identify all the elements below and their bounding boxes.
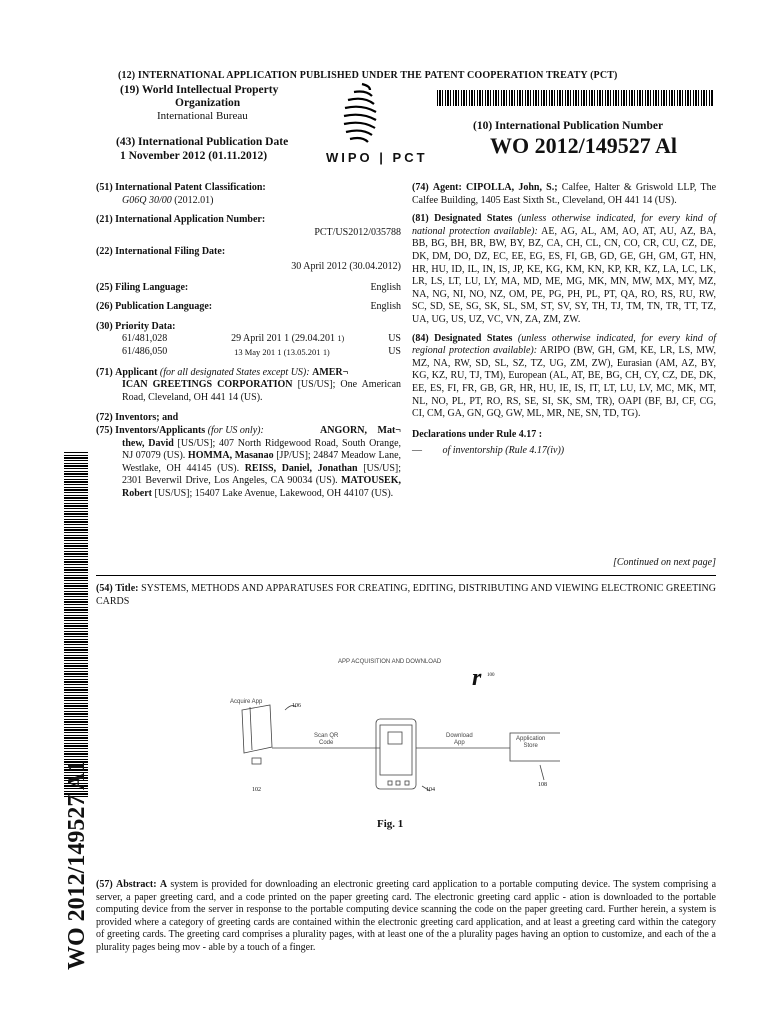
figure-ref-104: 104 (426, 787, 435, 793)
filing-lang-label: (25) Filing Language: (96, 281, 189, 293)
priority-list (96, 333, 401, 359)
ds84-code: (84) (412, 332, 429, 344)
declaration-text: of inventorship (Rule 4.17(iv)) (442, 445, 565, 457)
abstract-label: Abstract: (115, 879, 157, 890)
inventor-address: [JP/US]; 24847 Meadow Lane, Westlake, OH 44145 (US). (122, 450, 402, 474)
figure-ref-102: 102 (252, 787, 261, 793)
figure-scan-line1: Scan QR (314, 733, 339, 739)
pub-lang: English (370, 301, 401, 313)
ds84-block (412, 333, 716, 421)
ds81-list: AE, AG, AL, AM, AO, AT, AU, AZ, BA, BB, BG, BH, BR, BW, BY, BZ, CA, CH, CL, CN, CO, CR, CU, CZ, DE, DK, DM, DO, DZ, EC, EE, EG, ES, FI, GB, GD, GE, GH, GM, GT, HN, HR, HU, ID, IL, IN, IS, JP, KE, KG, KM, KN, KP, KR, KZ, LA, LC, LK, LR, LS, LT, LU, LY, MA, MD, ME, MG, MK, MN, MW, MX, MY, MZ, NA, NG, NI, NO, NZ, OM, PE, PG, PH, PL, PT, QA, RO, RS, RU, RW, SC, SD, SE, SG, SK, SL, SM, ST, SV, SY, TH, TJ, TM, TN, TR, TT, TZ, UA, UG, US, UZ, VC, VN, ZA, ZM, ZW. (412, 225, 716, 325)
ipc-label: (51) International Patent Classification: (96, 182, 266, 193)
priority-label: (30) Priority Data: (96, 320, 176, 332)
right-column (412, 182, 716, 458)
pub-date-label: (43) International Publication Date (116, 136, 289, 148)
app-num-label: (21) International Application Number: (96, 214, 266, 226)
priority-date-suffix: 1) (323, 347, 330, 357)
priority-date-text: 13 May 201 1 (13.05.201 (234, 346, 321, 357)
abstract-text: system is provided for downloading an electronic greeting card application to a portable computing device. The system comprising a server, a paper greeting card, and a code printed on the paper greeting card. The electronic greeting card applic - ation is downloaded to the portable computing device from the server in response to the portable computing device scanning the code on the paper greeting card. Further herein, a system is provided where a category of greeting cards are contained within the electronic greeting card application, and at least a greeting card within the category of greeting cards. The greeting card comprises a plurality pages, with at least one of the a plurality pages having an option to customize, and each of the a plurality pages being mov - able by a touch of a finger. (96, 879, 717, 953)
figure-store-line2: Store (523, 743, 538, 749)
inventors-label: (72) Inventors; and (96, 412, 179, 424)
figure-ref-main: 100 (487, 673, 495, 678)
figure-download-line1: Download (446, 733, 473, 739)
bureau: International Bureau (157, 110, 248, 122)
wipo-logo-text: WIPO | PCT (326, 150, 428, 165)
figure-acquire-label: Acquire App (230, 699, 263, 705)
figure-store-label (516, 736, 545, 750)
applicant-name1: AMER¬ (312, 366, 349, 378)
abstract-lead: A (159, 879, 168, 890)
applicant-address: [US/US]; One American Road, Cleveland, OH 441 14 (US). (122, 379, 402, 403)
agent-block (412, 182, 716, 207)
priority-date (231, 333, 371, 346)
ipc-year: (2012.01) (174, 194, 214, 206)
inventor-name: HOMMA, Masanao (187, 450, 274, 462)
figure-ref-108: 108 (538, 782, 547, 788)
figure-download-label (446, 733, 473, 747)
figure-scan-label (314, 733, 338, 747)
org-line1: (19) World Intellectual Property (120, 84, 279, 96)
agent-code: (74) (412, 182, 429, 193)
priority-date (228, 346, 374, 360)
treaty-header: (12) INTERNATIONAL APPLICATION PUBLISHED UNDER THE PATENT COOPERATION TREATY (PCT) (118, 70, 618, 81)
ipc-value: G06Q 30/00 (122, 194, 172, 206)
ipc-row (96, 195, 401, 208)
filing-lang-row (96, 282, 401, 295)
ds84-note: (unless otherwise indicated, for every kind of regional protection available): (412, 332, 717, 357)
applicant-label: Applicant (115, 366, 158, 378)
inventor-address: [US/US]; 2301 Beverwil Drive, Los Angeles, CA 90034 (US). (122, 462, 402, 487)
applicant-note: (for all designated States except US): (159, 366, 310, 378)
pub-lang-row (96, 301, 401, 314)
pub-date: 1 November 2012 (01.11.2012) (120, 150, 268, 162)
abstract-block (96, 879, 716, 955)
ds84-list: ARIPO (BW, GH, GM, KE, LR, LS, MW, MZ, NA, RW, SD, SL, SZ, TZ, UG, ZM, ZW), Eurasian (AM, AZ, BY, KG, KZ, RU, TJ, TM), European (AL, AT, BE, BG, CH, CY, CZ, DE, DK, EE, ES, FI, FR, GB, GR, HR, HU, IE, IS, IT, LT, LU, LV, MC, MK, MT, NL, NO, PL, PT, RO, RS, SE, SI, SK, SM, TR), OAPI (BF, BJ, CF, CG, CI, CM, GA, GN, GQ, GW, ML, MR, NE, SN, TD, TG). (412, 345, 717, 420)
agent-label: Agent: (432, 182, 462, 193)
applicant-block (96, 367, 401, 405)
figure-header: APP ACQUISITION AND DOWNLOAD (338, 659, 442, 665)
figure-download-line2: App (454, 740, 465, 746)
filing-date: 30 April 2012 (30.04.2012) (291, 260, 401, 272)
inv-note: (for US only): (207, 424, 264, 436)
inventor-address: [US/US]; 407 North Ridgewood Road, South Orange, NJ 07079 (US). (122, 437, 402, 462)
title-label: Title: (115, 583, 139, 594)
agent-name: CIPOLLA, John, S.; (466, 182, 558, 193)
divider (96, 575, 716, 576)
priority-num: 61/486,050 (122, 345, 168, 357)
inventors-list (96, 425, 401, 501)
filing-lang: English (370, 281, 401, 293)
barcode-side (64, 452, 88, 797)
figure-ref-106: 106 (292, 703, 301, 709)
priority-date-text: 29 April 201 1 (29.04.201 (231, 333, 335, 345)
inv-label: Inventors/Applicants (115, 424, 206, 436)
applicant-cont (96, 379, 401, 404)
priority-cc: US (388, 333, 401, 345)
inv-code: (75) (96, 424, 113, 436)
title-block (96, 583, 716, 608)
title-code: (54) (96, 583, 113, 594)
inventor-name: MATOUSEK, Robert (122, 475, 401, 499)
inventor-address: [US/US]; 15407 Lake Avenue, Lakewood, OH 44107 (US). (154, 487, 394, 499)
ds81-note: (unless otherwise indicated, for every kind of national protection available): (412, 213, 717, 237)
applicant-code: (71) (96, 366, 113, 378)
declaration-item (412, 445, 716, 458)
declaration-dash: — (412, 445, 422, 457)
priority-cc: US (388, 345, 401, 357)
ds81-label: Designated States (434, 213, 513, 225)
continued-note: [Continued on next page] (612, 557, 716, 568)
declarations-label: Declarations under Rule 4.17 : (412, 428, 543, 440)
inventor-name: REISS, Daniel, Jonathan (244, 462, 358, 474)
inventors-block (96, 425, 401, 501)
priority-date-suffix: 1) (337, 334, 345, 344)
wipo-globe-icon (340, 80, 380, 152)
ds81-block (412, 213, 716, 326)
priority-num: 61/481,028 (122, 333, 168, 345)
priority-row (122, 346, 401, 360)
figure-drawing (230, 655, 560, 795)
figure-caption: Fig. 1 (377, 818, 404, 830)
pub-number-label: (10) International Publication Number (473, 120, 664, 132)
ds84-label: Designated States (434, 332, 513, 344)
left-column (96, 182, 401, 500)
figure-scan-line2: Code (319, 740, 334, 746)
applicant-name2: ICAN GREETINGS CORPORATION (122, 379, 293, 391)
ds81-code: (81) (412, 213, 429, 225)
barcode-top (437, 90, 714, 106)
side-publication-number: WO 2012/149527 A1 (64, 760, 90, 970)
title-text: SYSTEMS, METHODS AND APPARATUSES FOR CREATING, EDITING, DISTRIBUTING AND VIEWING ELECTRONIC GREETING CARDS (96, 583, 716, 607)
org-line2: Organization (175, 97, 241, 109)
priority-row (122, 333, 401, 346)
pub-number: WO 2012/149527 Al (490, 133, 678, 158)
figure-store-line1: Application (516, 736, 546, 742)
abstract-code: (57) (96, 879, 113, 890)
app-num: PCT/US2012/035788 (314, 226, 401, 238)
inventor-name: ANGORN, Mat¬ thew, David (122, 424, 401, 449)
pub-lang-label: (26) Publication Language: (96, 301, 213, 313)
filing-date-label: (22) International Filing Date: (96, 246, 226, 258)
figure-main-arrow-icon: r (472, 665, 482, 691)
agent-address: Calfee, Halter & Griswold LLP, The Calfee Building, 1405 East Sixth St., Cleveland, OH 441 14 (US). (412, 182, 717, 206)
